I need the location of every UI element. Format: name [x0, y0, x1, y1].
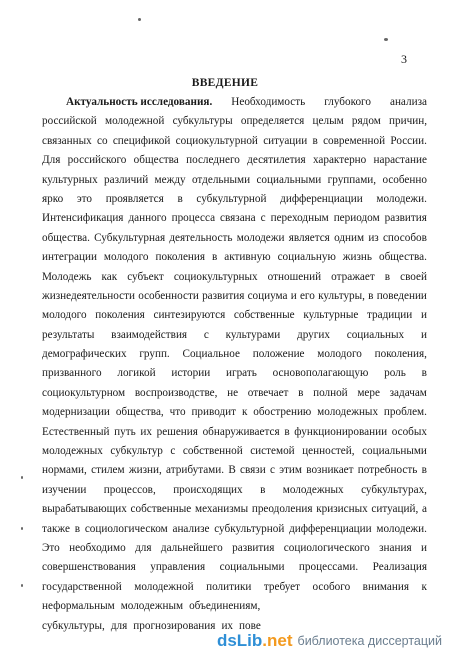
- word: активную: [224, 251, 271, 264]
- word: Необходимость: [231, 96, 306, 108]
- word: субкультуры,: [42, 619, 105, 632]
- dslib-caption: библиотека диссертаций: [297, 634, 442, 648]
- word: развития: [232, 541, 275, 554]
- word: причин,: [389, 115, 427, 128]
- word: поведении: [376, 289, 427, 302]
- word: проявляется: [105, 192, 164, 205]
- word: своей: [400, 270, 427, 283]
- word: в: [384, 270, 391, 283]
- word: субъект: [127, 270, 164, 283]
- word: в: [260, 483, 266, 496]
- word: культуры,: [318, 289, 365, 302]
- word: со: [96, 134, 108, 147]
- word: демографических: [42, 348, 127, 361]
- word: ситуации: [263, 134, 308, 147]
- word: возникает: [306, 464, 354, 477]
- word: развития: [202, 289, 245, 302]
- word: анализе: [172, 522, 210, 535]
- word: глубокого: [324, 96, 371, 108]
- word: модернизации: [42, 406, 110, 419]
- word: мере: [357, 386, 380, 399]
- word: приводит: [191, 406, 237, 419]
- text-line: [42, 461, 427, 480]
- word: дифференциации: [289, 522, 372, 535]
- dslib-logo-tail: .net: [262, 631, 293, 650]
- word: культурами: [225, 328, 281, 341]
- word: обнаруживается: [202, 425, 280, 438]
- word: проблем.: [383, 406, 427, 419]
- word: молодежи: [236, 231, 285, 244]
- word: задачам: [389, 386, 427, 399]
- word: основополагающую: [272, 367, 369, 380]
- word: традиции: [367, 309, 413, 322]
- word: процессов,: [103, 483, 156, 496]
- word: процесса: [171, 212, 216, 225]
- word: различий: [104, 173, 149, 186]
- text-line: [42, 112, 427, 131]
- word: логикой: [117, 367, 156, 380]
- word: системой: [250, 445, 295, 458]
- word: и: [420, 309, 427, 322]
- word: стилем: [91, 464, 125, 477]
- word: десятилетия: [247, 154, 306, 167]
- word: ситуаций,: [371, 503, 419, 516]
- word: жизнь: [342, 251, 373, 264]
- text-line: [42, 578, 427, 597]
- word: Естественный: [42, 425, 110, 438]
- word: других: [297, 328, 330, 341]
- word: в: [298, 386, 304, 399]
- word: молодежной: [134, 580, 194, 593]
- word: в: [177, 192, 183, 205]
- word: в: [284, 425, 290, 438]
- word: политики: [206, 580, 252, 593]
- word: современной: [323, 134, 386, 147]
- word: ярко: [42, 192, 64, 205]
- word: его: [299, 289, 315, 302]
- text-line: [42, 364, 427, 383]
- word: взаимодействия: [111, 328, 188, 341]
- word: социокультурных: [173, 270, 258, 283]
- word: молодого: [103, 251, 149, 264]
- word: Для: [42, 154, 61, 167]
- word: кризисных: [316, 503, 368, 516]
- word: и: [420, 328, 427, 341]
- page-number: 3: [401, 52, 407, 66]
- word: положение: [252, 348, 305, 361]
- word: российской: [42, 115, 97, 128]
- word: отношений: [267, 270, 322, 283]
- word: развития: [384, 212, 427, 225]
- word: общества,: [115, 406, 164, 419]
- word: социокультурном: [42, 386, 126, 399]
- word: полной: [313, 386, 348, 399]
- word: социологического: [283, 541, 370, 554]
- word: В: [228, 464, 236, 477]
- word: является: [288, 231, 330, 244]
- word: в: [421, 464, 427, 477]
- word: России.: [390, 134, 427, 147]
- text-line: [42, 597, 427, 616]
- word: путь: [114, 425, 136, 438]
- word: социокультурной: [175, 134, 258, 147]
- word: данного: [128, 212, 167, 225]
- word: процессами.: [298, 561, 359, 574]
- word: для: [135, 541, 152, 554]
- word: культурные: [303, 309, 359, 322]
- word: совершенствования: [42, 561, 136, 574]
- text-line: [42, 132, 427, 151]
- word: неформальным: [42, 600, 115, 613]
- text-line: [42, 423, 427, 442]
- word: с: [269, 464, 275, 477]
- word: способов: [382, 231, 427, 244]
- word: связанных: [42, 134, 92, 147]
- text-line: [42, 190, 427, 209]
- scan-speck: [138, 18, 141, 21]
- word: анализа: [389, 96, 427, 108]
- text-line: [42, 287, 427, 306]
- word: их: [221, 619, 234, 632]
- word: не: [227, 386, 239, 399]
- word: субкультурной: [214, 522, 285, 535]
- text-line: [42, 151, 427, 170]
- text-line: [42, 268, 427, 287]
- word: субкультурах,: [361, 483, 427, 496]
- word: социальными: [362, 445, 427, 458]
- text-line: [42, 384, 427, 403]
- word: молодежи.: [376, 192, 427, 205]
- word: и: [290, 289, 297, 302]
- word: групп.: [139, 348, 170, 361]
- text-line: [42, 558, 427, 577]
- text-line: [42, 248, 427, 267]
- dslib-logo-main: dsLib: [216, 631, 263, 650]
- dslib-watermark: [217, 631, 442, 651]
- word: роль: [384, 367, 406, 380]
- word: обострению: [253, 406, 312, 419]
- text-line: [42, 326, 427, 345]
- word: нормами,: [42, 464, 87, 477]
- word: к: [241, 406, 248, 419]
- word: Это: [42, 541, 60, 554]
- word: последнего: [186, 154, 240, 167]
- word: изучении: [42, 483, 87, 496]
- word: это: [76, 192, 93, 205]
- word: отвечает: [247, 386, 289, 399]
- word: Реализация: [372, 561, 427, 574]
- word: вырабатывающих: [42, 503, 127, 516]
- word: объединениям,: [189, 600, 261, 613]
- word: происходящих: [173, 483, 243, 496]
- word: в: [421, 367, 427, 380]
- word: молодого: [42, 309, 87, 322]
- word: в: [74, 522, 81, 535]
- text-line: [42, 520, 427, 539]
- word: молодежным: [120, 600, 184, 613]
- word: молодежных: [42, 445, 103, 458]
- word: к: [421, 580, 427, 593]
- word: одним: [334, 231, 365, 244]
- word: и: [420, 541, 427, 554]
- word: собственные: [130, 503, 192, 516]
- word: молодого: [317, 348, 362, 361]
- section-lead: Актуальность исследования.: [66, 96, 213, 108]
- text-line: [42, 93, 427, 112]
- scan-speck: [21, 527, 23, 530]
- word: синтезируются: [153, 309, 226, 322]
- text-line: [42, 345, 427, 364]
- word: общества.: [379, 251, 427, 264]
- word: их: [140, 425, 152, 438]
- word: связана: [220, 212, 256, 225]
- word: знания: [379, 541, 412, 554]
- word: пове: [239, 619, 261, 632]
- word: атрибутами.: [166, 464, 225, 477]
- scan-speck: [21, 476, 23, 479]
- word: прогнозирования: [133, 619, 216, 632]
- word: преодоления: [251, 503, 313, 516]
- word: социальными: [219, 561, 285, 574]
- word: определяется: [240, 115, 305, 128]
- word: внимания: [362, 580, 410, 593]
- word: связи: [240, 464, 266, 477]
- word: государственной: [42, 580, 122, 593]
- word: воспроизводстве,: [134, 386, 218, 399]
- text-line: [42, 229, 427, 248]
- word: для: [110, 619, 128, 632]
- word: молодежных: [317, 406, 379, 419]
- word: жизнедеятельности: [42, 289, 135, 302]
- word: субкультурной: [196, 192, 267, 205]
- word: особого: [312, 580, 351, 593]
- word: Субкультурная: [94, 231, 166, 244]
- word: механизмы: [194, 503, 249, 516]
- word: играть: [226, 367, 257, 380]
- word: также: [42, 522, 70, 535]
- word: молодежной: [105, 115, 165, 128]
- word: особенно: [382, 173, 427, 186]
- text-line: [42, 403, 427, 422]
- word: что: [169, 406, 186, 419]
- word: молодежи.: [376, 522, 427, 535]
- word: с: [260, 212, 266, 225]
- word: периодом: [333, 212, 380, 225]
- word: собственные: [233, 309, 295, 322]
- text-line: [42, 500, 427, 519]
- word: социума: [247, 289, 288, 302]
- word: спецификой: [112, 134, 171, 147]
- word: собственной: [182, 445, 243, 458]
- word: переходным: [270, 212, 329, 225]
- word: социальную: [277, 251, 336, 264]
- word: группами,: [327, 173, 377, 186]
- word: поколения: [95, 309, 145, 322]
- word: отдельными: [191, 173, 251, 186]
- word: в: [312, 134, 318, 147]
- word: особых: [391, 425, 427, 438]
- text-line: [42, 209, 427, 228]
- word: социологическом: [84, 522, 168, 535]
- word: особенности: [138, 289, 199, 302]
- word: с: [203, 328, 209, 341]
- text-line: [42, 171, 427, 190]
- word: общества.: [42, 231, 90, 244]
- word: решения: [156, 425, 198, 438]
- word: этим: [279, 464, 302, 477]
- word: социальными: [256, 173, 322, 186]
- word: как: [101, 270, 118, 283]
- word: интеграции: [42, 251, 97, 264]
- word: из: [368, 231, 379, 244]
- word: целым: [312, 115, 344, 128]
- word: Молодежь: [42, 270, 92, 283]
- word: необходимо: [69, 541, 126, 554]
- word: поколения,: [374, 348, 427, 361]
- text-line: [42, 306, 427, 325]
- word: ценностей,: [302, 445, 355, 458]
- dslib-logo: [217, 631, 293, 651]
- word: субкультур: [110, 445, 163, 458]
- word: в: [368, 289, 374, 302]
- text-line: [42, 539, 427, 558]
- word: нарастание: [373, 154, 427, 167]
- page-heading: ВВЕДЕНИЕ: [191, 77, 259, 89]
- word: Интенсификация: [42, 212, 124, 225]
- scan-speck: [384, 38, 388, 41]
- scan-speck: [21, 584, 23, 587]
- word: функционировании: [294, 425, 388, 438]
- word: культурных: [42, 173, 98, 186]
- word: жизни,: [128, 464, 162, 477]
- word: а: [422, 503, 427, 516]
- word: требует: [263, 580, 301, 593]
- word: призванного: [42, 367, 102, 380]
- body-text: [42, 93, 427, 636]
- word: характерно: [312, 154, 367, 167]
- text-line: [42, 481, 427, 500]
- word: субкультуры: [172, 115, 233, 128]
- word: управления: [150, 561, 206, 574]
- text-line: [42, 442, 427, 461]
- word: общества: [133, 154, 179, 167]
- word: дальнейшего: [160, 541, 223, 554]
- word: российского: [67, 154, 127, 167]
- word: рядом: [351, 115, 381, 128]
- word: результаты: [42, 328, 95, 341]
- word: потребность: [357, 464, 418, 477]
- word: дифференциации: [280, 192, 363, 205]
- word: социальных: [346, 328, 405, 341]
- word: Социальное: [182, 348, 240, 361]
- word: поколения: [155, 251, 206, 264]
- word: с: [170, 445, 176, 458]
- word: деятельность: [169, 231, 233, 244]
- word: в: [212, 251, 218, 264]
- word: между: [154, 173, 186, 186]
- word: молодежных: [282, 483, 344, 496]
- word: истории: [171, 367, 211, 380]
- word: отражает: [331, 270, 375, 283]
